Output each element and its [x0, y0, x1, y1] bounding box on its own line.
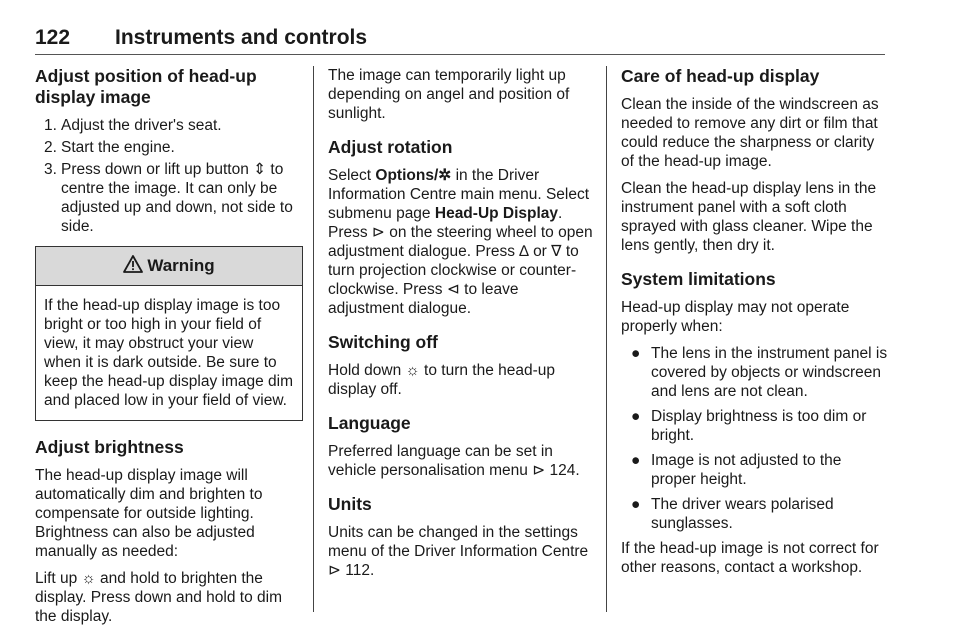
step-text: Start the engine. — [61, 139, 175, 156]
section-title-adjust-brightness: Adjust brightness — [35, 437, 184, 457]
warning-title: Warning — [147, 256, 215, 275]
section-title-switching-off: Switching off — [328, 332, 438, 352]
column-2 — [328, 66, 598, 588]
rotation-text-2: . Press ⊳ on the steering wheel to open adjustment dialogue. Press ∆ or ∇ to turn projection clockwise or counter-clockwise. Press ⊲ to leave adjustment dialogue. — [328, 205, 593, 317]
list-item — [621, 451, 889, 489]
warning-text: If the head-up display image is too bright or too high in your field of view, it may obstruct your view when it is dark outside. Be sure to keep the head-up display image dim and placed low in your field of view. — [44, 297, 294, 409]
submenu-label: Head-Up Display — [434, 205, 559, 222]
limitations-intro: Head-up display may not operate properly when: — [621, 299, 850, 335]
limitations-list — [621, 344, 889, 533]
running-title: Instruments and controls — [115, 26, 368, 49]
bullet-icon: ● — [631, 452, 641, 469]
care-paragraph-2: Clean the head-up display lens in the instrument panel with a soft cloth sprayed with glass cleaner. Wipe the lens gently, then dry it. — [621, 180, 877, 254]
list-item — [621, 344, 889, 401]
rotation-select-text: Select — [328, 167, 372, 184]
bullet-text: The driver wears polarised sunglasses. — [651, 496, 834, 532]
bullet-icon: ● — [631, 496, 641, 513]
list-item — [621, 407, 889, 445]
warning-header — [36, 247, 302, 286]
warning-triangle-icon — [123, 255, 147, 278]
page-number: 122 — [35, 26, 71, 49]
step-number: 2. — [44, 139, 57, 156]
column-1 — [35, 66, 303, 634]
steps-list — [35, 116, 303, 236]
step-number: 3. — [44, 161, 57, 178]
list-item — [35, 116, 303, 135]
header-rule — [35, 54, 885, 55]
bullet-icon: ● — [631, 345, 641, 362]
bullet-text: Image is not adjusted to the proper height. — [651, 452, 842, 488]
warning-box — [35, 246, 303, 421]
switching-paragraph: Hold down ☼ to turn the head-up display off. — [328, 362, 556, 398]
bullet-text: The lens in the instrument panel is covered by objects or windscreen and lens are not clean. — [651, 345, 888, 400]
step-text: Press down or lift up button ⇕ to centre the image. It can only be adjusted up and down, not side to side. — [61, 161, 293, 235]
limitations-outro: If the head-up image is not correct for other reasons, contact a workshop. — [621, 540, 879, 576]
list-item — [35, 138, 303, 157]
page-header — [35, 26, 885, 56]
section-title-adjust-rotation: Adjust rotation — [328, 137, 453, 157]
section-title-units: Units — [328, 494, 372, 514]
rotation-paragraph — [328, 166, 598, 318]
step-number: 1. — [44, 117, 57, 134]
section-title-language: Language — [328, 413, 411, 433]
column-3 — [621, 66, 889, 585]
bullet-text: Display brightness is too dim or bright. — [651, 408, 867, 444]
list-item — [35, 160, 303, 236]
section-title-care: Care of head-up display — [621, 66, 820, 86]
column-divider-2 — [606, 66, 607, 612]
language-paragraph: Preferred language can be set in vehicle personalisation menu ⊳ 124. — [328, 443, 580, 479]
column-divider-1 — [313, 66, 314, 612]
section-title-system-limitations: System limitations — [621, 269, 776, 289]
section-title-adjust-position: Adjust position of head-up display image — [35, 66, 257, 107]
brightness-paragraph-1: The head-up display image will automatically dim and brighten to compensate for outside lighting. Brightness can also be adjusted manually as needed: — [35, 467, 263, 560]
intro-paragraph: The image can temporarily light up depending on angel and position of sunlight. — [328, 67, 570, 122]
bullet-icon: ● — [631, 408, 641, 425]
options-label: Options/✲ — [375, 167, 452, 184]
list-item — [621, 495, 889, 533]
units-paragraph: Units can be changed in the settings menu of the Driver Information Centre ⊳ 112. — [328, 524, 589, 579]
rotation-text-1: in the Driver Information Centre main menu. Select submenu page — [328, 167, 590, 222]
step-text: Adjust the driver's seat. — [61, 117, 222, 134]
brightness-paragraph-2: Lift up ☼ and hold to brighten the display. Press down and hold to dim the display. — [35, 570, 282, 625]
care-paragraph-1: Clean the inside of the windscreen as needed to remove any dirt or film that could reduce the sharpness or clarity of the head-up image. — [621, 96, 879, 170]
